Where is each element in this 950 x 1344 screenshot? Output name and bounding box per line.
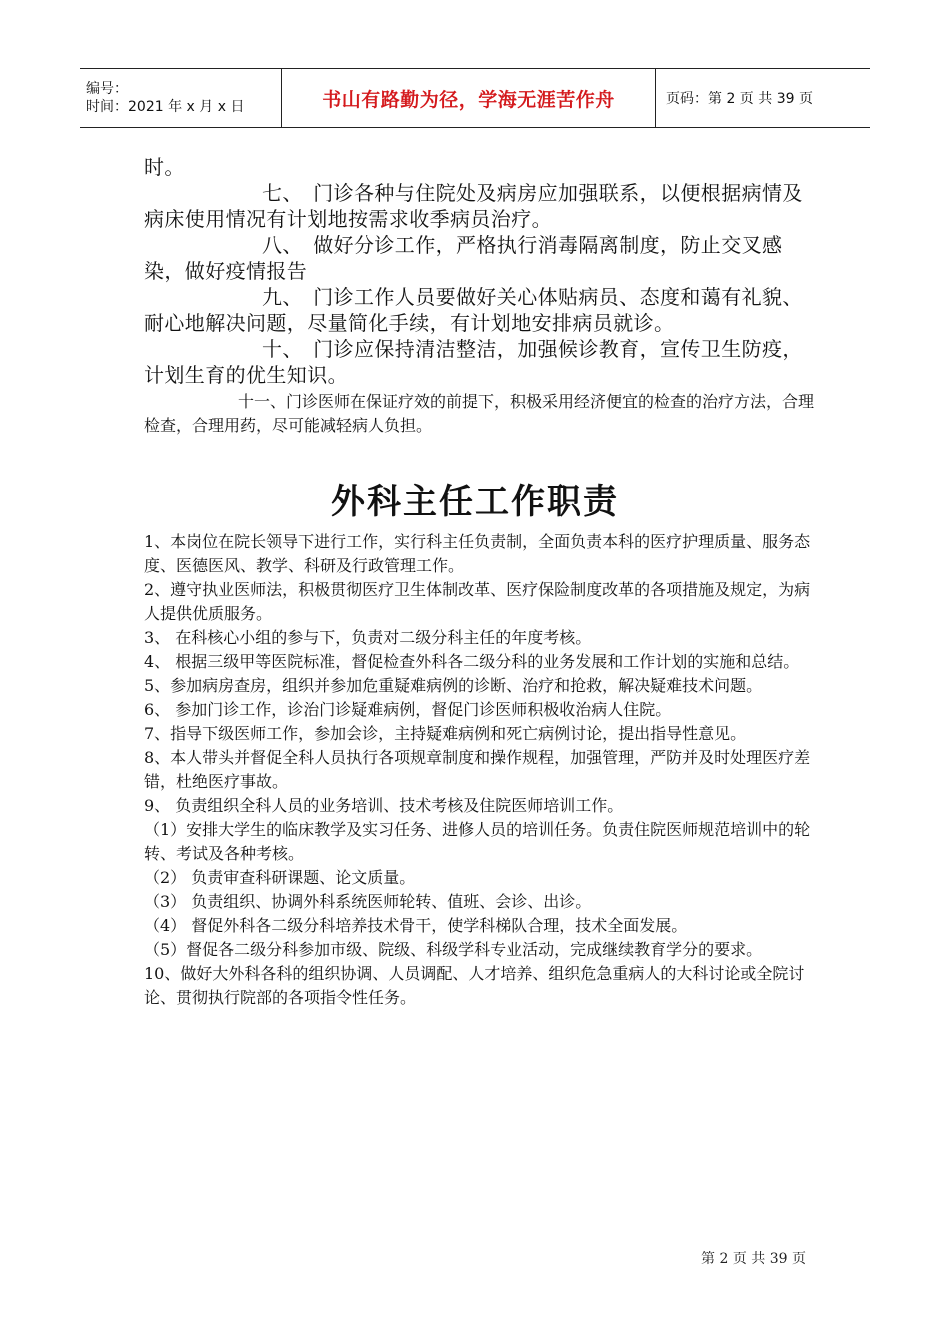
clause-10: 十、 门诊应保持清洁整洁，加强候诊教育，宣传卫生防疫，计划生育的优生知识。: [144, 337, 803, 387]
duty-subitem: （3） 负责组织、协调外科系统医师轮转、值班、会诊、出诊。: [144, 892, 592, 911]
upper-section: [144, 154, 814, 438]
page-header: [80, 68, 870, 128]
duty-item: 6、 参加门诊工作，诊治门诊疑难病例，督促门诊医师积极收治病人住院。: [144, 700, 672, 719]
document-time-label: 时间：2021 年 x 月 x 日: [86, 99, 245, 115]
header-page-info: 页码：第 2 页 共 39 页: [666, 91, 813, 107]
duty-item: 9、 负责组织全科人员的业务培训、技术考核及住院医师培训工作。: [144, 796, 624, 815]
duty-item: 5、参加病房查房，组织并参加危重疑难病例的诊断、治疗和抢救，解决疑难技术问题。: [144, 676, 763, 695]
clause-7: 七、 门诊各种与住院处及病房应加强联系，以便根据病情及病床使用情况有计划地按需求收季病员治疗。: [144, 181, 803, 231]
duty-item: 4、 根据三级甲等医院标准，督促检查外科各二级分科的业务发展和工作计划的实施和总结。: [144, 652, 800, 671]
header-motto: 书山有路勤为径，学海无涯苦作舟: [282, 69, 656, 127]
duties-list: [144, 530, 814, 1010]
clause-11: 十一、门诊医师在保证疗效的前提下，积极采用经济便宜的检查的治疗方法，合理检查，合理用药，尽可能减轻病人负担。: [144, 392, 815, 435]
duty-subitem: （5）督促各二级分科参加市级、院级、科级学科专业活动，完成继续教育学分的要求。: [144, 940, 763, 959]
duty-item: 3、 在科核心小组的参与下，负责对二级分科主任的年度考核。: [144, 628, 592, 647]
duty-item: 8、本人带头并督促全科人员执行各项规章制度和操作规程，加强管理，严防并及时处理医疗差错，杜绝医疗事故。: [144, 748, 811, 791]
document-number-label: 编号：: [86, 81, 128, 97]
page-footer: 第 2 页 共 39 页: [701, 1251, 806, 1267]
duty-item: 10、做好大外科各科的组织协调、人员调配、人才培养、组织危急重病人的大科讨论或全院讨论、贯彻执行院部的各项指令性任务。: [144, 964, 805, 1007]
duty-subitem: （1）安排大学生的临床教学及实习任务、进修人员的培训任务。负责住院医师规范培训中的轮转、考试及各种考核。: [144, 820, 811, 863]
clause-9: 九、 门诊工作人员要做好关心体贴病员、态度和蔼有礼貌、耐心地解决问题，尽量简化手续，有计划地安排病员就诊。: [144, 285, 803, 335]
header-meta: [80, 69, 282, 127]
duty-item: 7、指导下级医师工作，参加会诊，主持疑难病例和死亡病例讨论，提出指导性意见。: [144, 724, 747, 743]
duty-item: 2、遵守执业医师法，积极贯彻医疗卫生体制改革、医疗保险制度改革的各项措施及规定，为病人提供优质服务。: [144, 580, 811, 623]
continued-text: 时。: [144, 155, 185, 179]
duty-subitem: （4） 督促外科各二级分科培养技术骨干，使学科梯队合理，技术全面发展。: [144, 916, 688, 935]
duty-item: 1、本岗位在院长领导下进行工作，实行科主任负责制，全面负责本科的医疗护理质量、服务态度、医德医风、教学、科研及行政管理工作。: [144, 532, 811, 575]
duty-subitem: （2） 负责审查科研课题、论文质量。: [144, 868, 416, 887]
clause-8: 八、 做好分诊工作，严格执行消毒隔离制度，防止交叉感染，做好疫情报告: [144, 233, 783, 283]
section-title: 外科主任工作职责: [331, 482, 619, 522]
